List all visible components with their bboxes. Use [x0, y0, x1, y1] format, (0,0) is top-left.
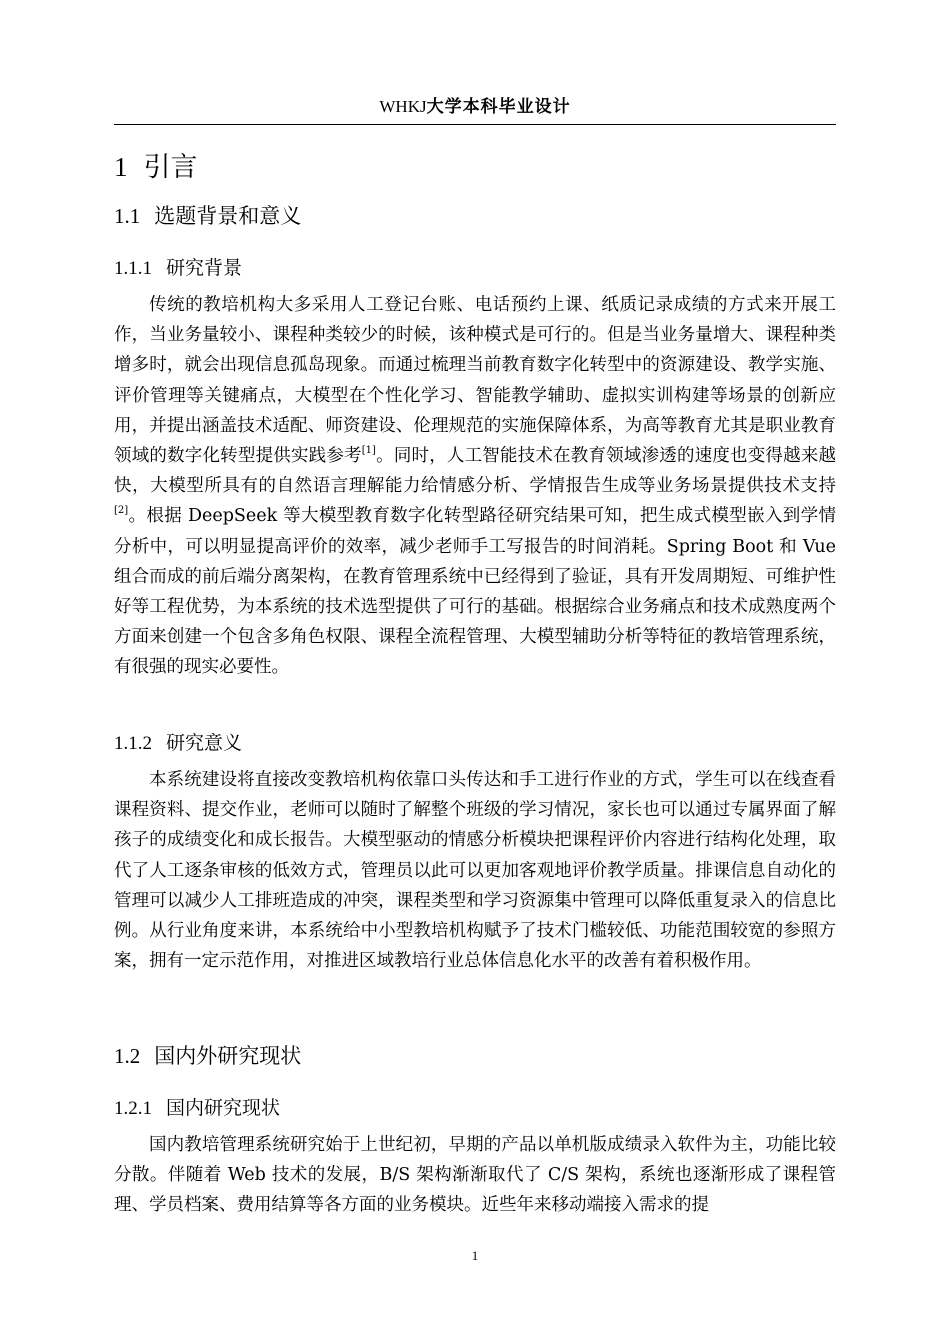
section-1-1-2-heading — [114, 728, 242, 755]
section-1-2-heading — [114, 1040, 301, 1070]
section-1-1-heading — [114, 200, 301, 230]
paragraph-text: 国内教培管理系统研究始于上世纪初，早期的产品以单机版成绩录入软件为主，功能比较分散。伴随着 Web 技术的发展，B/S 架构渐渐取代了 C/S 架构，系统也逐渐形成了课程管理、学员档案、费用结算等各方面的业务模块。近些年来移动端接入需求的提 — [114, 1135, 836, 1216]
header-title: 大学本科毕业设计 — [426, 97, 571, 117]
section-title: 国内外研究现状 — [154, 1044, 302, 1068]
section-title: 国内研究现状 — [166, 1097, 281, 1119]
domestic-research-paragraph — [114, 1130, 836, 1221]
section-title: 引言 — [143, 152, 198, 183]
running-header — [0, 92, 950, 117]
section-number: 1.1 — [114, 204, 141, 228]
section-number: 1.1.2 — [114, 733, 152, 754]
header-rule — [114, 124, 836, 125]
section-1-2-1-heading — [114, 1093, 280, 1120]
citation-2[interactable]: [2] — [114, 505, 129, 517]
section-title: 研究意义 — [166, 732, 243, 754]
section-number: 1.2 — [114, 1044, 141, 1068]
research-significance-paragraph — [114, 765, 836, 976]
section-number: 1.1.1 — [114, 258, 152, 279]
header-institution-code: WHKJ — [379, 97, 427, 116]
paragraph-text: 。同时，人工智能技术在教育领域渗透的速度也变得越来越快，大模型所具有的自然语言理解能力给情感分析、学情报告生成等业务场景提供技术支持 — [114, 446, 837, 497]
research-background-paragraph — [114, 290, 836, 683]
paragraph-text: 本系统建设将直接改变教培机构依靠口头传达和手工进行作业的方式，学生可以在线查看课程资料、提交作业，老师可以随时了解整个班级的学习情况，家长也可以通过专属界面了解孩子的成绩变化和成长报告。大模型驱动的情感分析模块把课程评价内容进行结构化处理，取代了人工逐条审核的低效方式，管理员以此可以更加客观地评价教学质量。排课信息自动化的管理可以减少人工排班造成的冲突，课程类型和学习资源集中管理可以降低重复录入的信息比例。从行业角度来讲，本系统给中小型教培机构赋予了技术门槛较低、功能范围较宽的参照方案，拥有一定示范作用，对推进区域教培行业总体信息化水平的改善有着积极作用。 — [114, 770, 836, 972]
section-1-1-1-heading — [114, 253, 242, 280]
section-title: 选题背景和意义 — [154, 204, 302, 228]
paragraph-text: 传统的教培机构大多采用人工登记台账、电话预约上课、纸质记录成绩的方式来开展工作，当业务量较小、课程种类较少的时候，该种模式是可行的。但是当业务量增大、课程种类增多时，就会出现信息孤岛现象。而通过梳理当前教育数字化转型中的资源建设、教学实施、评价管理等关键痛点，大模型在个性化学习、智能教学辅助、虚拟实训构建等场景的创新应用，并提出涵盖技术适配、师资建设、伦理规范的实施保障体系，为高等教育尤其是职业教育领域的数字化转型提供实践参考 — [114, 295, 836, 467]
section-number: 1 — [114, 152, 128, 182]
section-title: 研究背景 — [166, 257, 243, 279]
paragraph-text: 。根据 DeepSeek 等大模型教育数字化转型路径研究结果可知，把生成式模型嵌入到学情分析中，可以明显提高评价的效率，减少老师手工写报告的时间消耗。Spring Boot 和 Vue 组合而成的前后端分离架构，在教育管理系统中已经得到了验证，具有开发周期短、可维护性好等工程优势，为本系统的技术选型提供了可行的基础。根据综合业务痛点和技术成熟度两个方面来创建一个包含多角色权限、课程全流程管理、大模型辅助分析等特征的教培管理系统，有很强的现实必要性。 — [114, 506, 836, 678]
citation-1[interactable]: [1] — [361, 445, 376, 457]
section-1-heading — [114, 145, 198, 184]
page-number: 1 — [471, 1248, 479, 1263]
section-number: 1.2.1 — [114, 1098, 152, 1119]
